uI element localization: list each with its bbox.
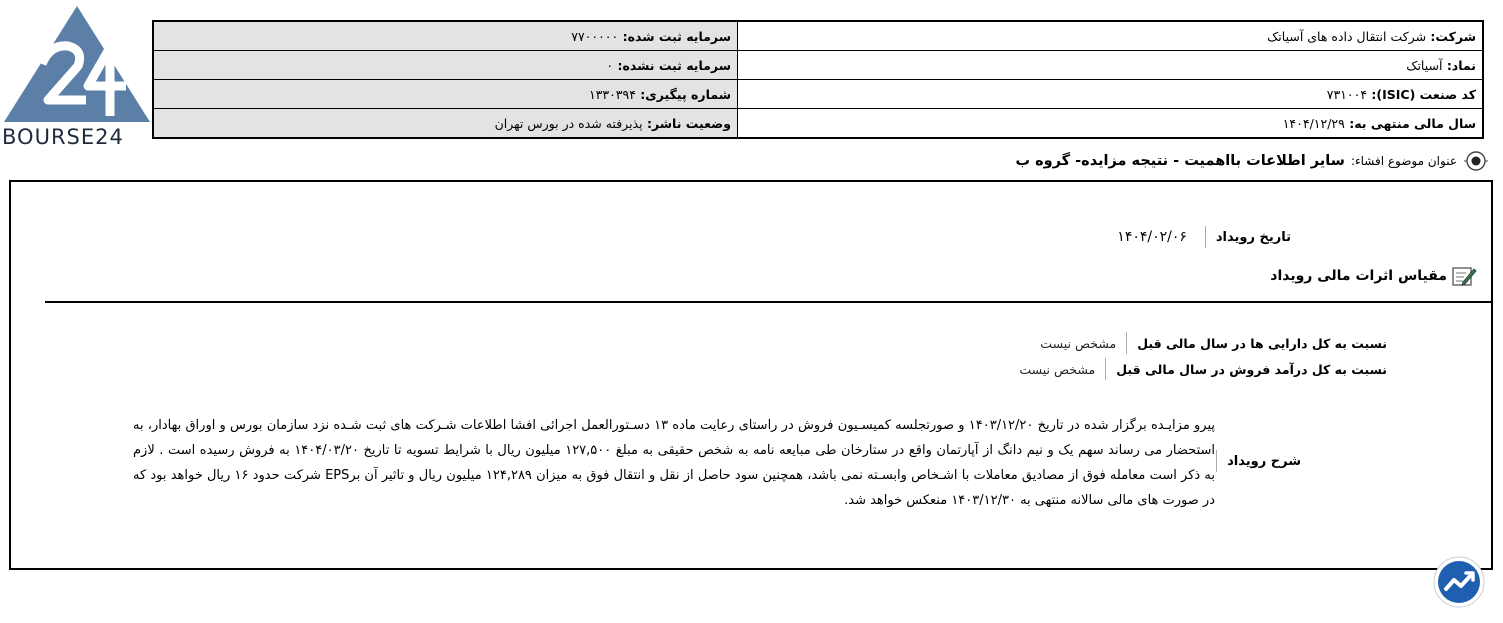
symbol-value: آسیاتک	[1406, 57, 1443, 73]
subject-label: عنوان موضوع افشاء:	[1350, 154, 1457, 168]
event-date-value: ۱۴۰۴/۰۲/۰۶	[1117, 229, 1187, 245]
divider	[1216, 450, 1217, 472]
isic-value: ۷۳۱۰۰۴	[1326, 86, 1368, 102]
event-date-label: تاریخ رویداد	[1215, 229, 1291, 245]
publisher-status-cell	[153, 109, 738, 139]
info-row	[153, 109, 1483, 139]
event-description-text: پیرو مزایـده برگزار شده در تاریخ ۱۴۰۳/۱۲/۲۰ و صورتجلسه کمیسـیون فروش در راستای رعایت ماده ۱۳ دسـتورالعمل اجرائی افشا اطلاعات شـرکت های ثبت شـده نزد سازمان بورس و اوراق بهادار، به استحضار می رساند سهم یک و نیم دانگ از آپارتمان واقع در ستارخان طی مبایعه نامه به شخص حقیقی به مبلغ ۱۲۷,۵۰۰ میلیون ریال با شرایط تسویه تا تاریخ ۱۴۰۴/۰۳/۲۰ به فروش رسیده است . لازم به ذکر است معامله فوق از مصادیق معاملات با اشـخاص وابسـته نمی باشد، همچنین سود حاصل از نقل و انتقال فوق به میزان ۱۲۴,۲۸۹ میلیون ریال و تاثیر آن برEPS شرکت حدود ۱۶ ریال خواهد بود که در صورت های مالی سالانه منتهی به ۱۴۰۳/۱۲/۳۰ منعکس خواهد شد.	[133, 418, 1216, 508]
publisher-status-value: پذیرفته شده در بورس تهران	[494, 115, 643, 131]
company-info-table	[152, 20, 1484, 139]
event-description-label: شرح رویداد	[1227, 453, 1301, 469]
ratio-assets-label: نسبت به کل دارایی ها در سال مالی قبل	[1137, 335, 1387, 351]
registered-capital-value: ۷۷۰۰۰۰۰	[571, 28, 619, 44]
company-name-cell	[738, 21, 1484, 51]
ratio-assets-row	[1040, 332, 1387, 354]
logo-wordmark: BOURSE24	[2, 125, 124, 149]
target-icon	[1463, 148, 1489, 174]
tracking-number-cell	[153, 80, 738, 109]
ratio-revenue-value: مشخص نیست	[1019, 361, 1096, 377]
isic-label: کد صنعت (ISIC):	[1371, 86, 1476, 102]
unregistered-capital-value: ۰	[606, 57, 614, 73]
tracking-number-value: ۱۳۳۰۳۹۴	[588, 86, 636, 102]
section-divider	[45, 301, 1491, 303]
disclosure-subject	[1015, 148, 1489, 174]
ratio-revenue-row	[1019, 358, 1387, 380]
isic-cell	[738, 80, 1484, 109]
info-row	[153, 21, 1483, 51]
tracking-number-label: شماره پیگیری:	[640, 86, 731, 102]
bourse24-logo-icon	[2, 4, 152, 126]
fiscal-year-value: ۱۴۰۴/۱۲/۲۹	[1282, 115, 1345, 131]
bourse24-logo[interactable]	[2, 4, 152, 150]
ratio-revenue-label: نسبت به کل درآمد فروش در سال مالی قبل	[1116, 361, 1387, 377]
divider	[1105, 358, 1106, 380]
section-title: مقیاس اثرات مالی رویداد	[1270, 268, 1447, 284]
trend-arrow-icon	[1433, 556, 1485, 608]
divider	[1126, 332, 1127, 354]
registered-capital-cell	[153, 21, 738, 51]
symbol-label: نماد:	[1446, 57, 1476, 73]
info-row	[153, 51, 1483, 80]
fiscal-year-label: سال مالی منتهی به:	[1349, 115, 1476, 131]
subject-value: سایر اطلاعات بااهمیت - نتیجه مزایده- گروه ب	[1015, 153, 1345, 169]
info-row	[153, 80, 1483, 109]
edit-note-icon	[1451, 264, 1477, 288]
unregistered-capital-label: سرمایه ثبت نشده:	[617, 57, 731, 73]
trend-badge[interactable]	[1433, 556, 1485, 608]
ratio-assets-value: مشخص نیست	[1040, 335, 1117, 351]
registered-capital-label: سرمایه ثبت شده:	[622, 28, 731, 44]
company-name-value: شرکت انتقال داده های آسیاتک	[1267, 28, 1427, 44]
event-description-label-row	[1206, 450, 1301, 472]
unregistered-capital-cell	[153, 51, 738, 80]
fiscal-year-cell	[738, 109, 1484, 139]
publisher-status-label: وضعیت ناشر:	[646, 115, 731, 131]
symbol-cell	[738, 51, 1484, 80]
financial-impact-heading	[1270, 264, 1477, 288]
event-details-panel	[9, 180, 1493, 570]
divider	[1205, 226, 1206, 248]
event-date-row	[1117, 226, 1291, 248]
company-name-label: شرکت:	[1430, 28, 1476, 44]
